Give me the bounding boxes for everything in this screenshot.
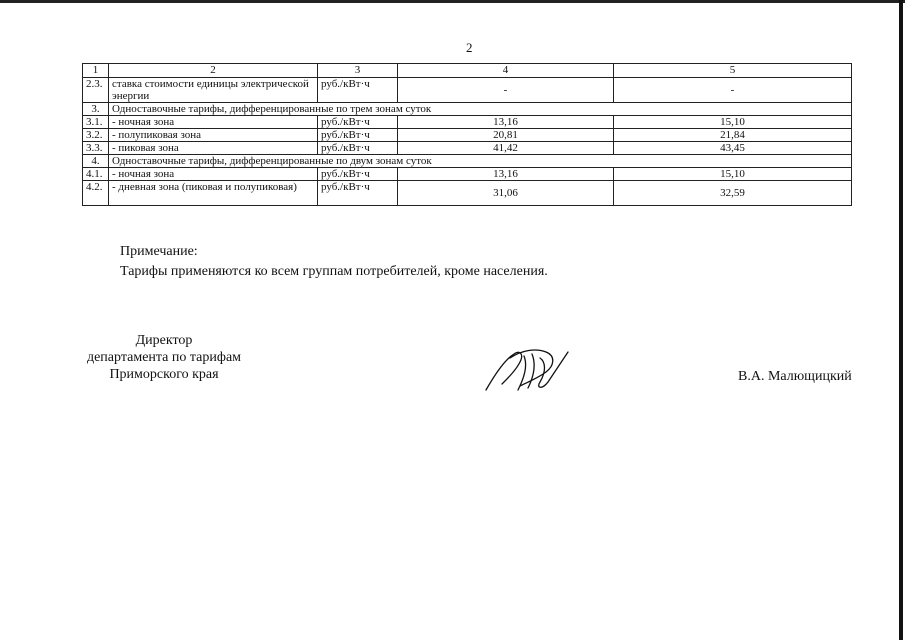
- row-value-col4: 13,16: [398, 168, 614, 181]
- signatory-name: В.А. Малющицкий: [738, 369, 852, 384]
- row-name: - ночная зона: [109, 168, 318, 181]
- table-row: [83, 116, 852, 129]
- signatory-region: Приморского края: [109, 367, 219, 382]
- row-value-col5: 43,45: [614, 142, 852, 155]
- header-cell: 5: [614, 64, 852, 78]
- row-number: 4.: [83, 155, 109, 168]
- row-value-col5: 15,10: [614, 168, 852, 181]
- table-row: [83, 181, 852, 206]
- row-unit: руб./кВт·ч: [318, 78, 398, 103]
- section-row: [83, 155, 852, 168]
- tariff-table: [82, 63, 852, 206]
- row-unit: руб./кВт·ч: [318, 116, 398, 129]
- row-name: - пиковая зона: [109, 142, 318, 155]
- row-value-col4: 13,16: [398, 116, 614, 129]
- page-number: 2: [466, 40, 473, 55]
- signatory-position: Директор: [135, 333, 193, 348]
- section-row: [83, 103, 852, 116]
- row-name: - полупиковая зона: [109, 129, 318, 142]
- header-cell: 3: [318, 64, 398, 78]
- row-value-col5: 15,10: [614, 116, 852, 129]
- row-value-col5: 32,59: [614, 181, 852, 206]
- section-title: Одноставочные тарифы, дифференцированные по двум зонам суток: [109, 155, 852, 168]
- scan-right-edge: [899, 0, 903, 640]
- scan-top-edge: [0, 0, 905, 3]
- row-value-col5: -: [614, 78, 852, 103]
- row-unit: руб./кВт·ч: [318, 129, 398, 142]
- row-unit: руб./кВт·ч: [318, 142, 398, 155]
- row-number: 4.1.: [83, 168, 109, 181]
- table-row: [83, 142, 852, 155]
- row-value-col4: 31,06: [398, 181, 614, 206]
- row-value-col4: 20,81: [398, 129, 614, 142]
- row-value-col5: 21,84: [614, 129, 852, 142]
- header-cell: 1: [83, 64, 109, 78]
- row-name: - ночная зона: [109, 116, 318, 129]
- row-value-col4: -: [398, 78, 614, 103]
- row-name: ставка стоимости единицы электрической энергии: [109, 78, 318, 103]
- row-unit: руб./кВт·ч: [318, 181, 398, 206]
- table-row: [83, 129, 852, 142]
- header-cell: 4: [398, 64, 614, 78]
- handwritten-signature: [480, 346, 575, 396]
- table-header-row: [83, 64, 852, 78]
- section-title: Одноставочные тарифы, дифференцированные по трем зонам суток: [109, 103, 852, 116]
- row-number: 2.3.: [83, 78, 109, 103]
- note-text: Тарифы применяются ко всем группам потребителей, кроме населения.: [120, 264, 548, 279]
- row-number: 3.2.: [83, 129, 109, 142]
- signatory-title: [78, 332, 250, 383]
- row-number: 3.3.: [83, 142, 109, 155]
- row-name: - дневная зона (пиковая и полупиковая): [109, 181, 318, 206]
- note-title: Примечание:: [120, 244, 198, 259]
- row-unit: руб./кВт·ч: [318, 168, 398, 181]
- table-row: [83, 78, 852, 103]
- table-row: [83, 168, 852, 181]
- header-cell: 2: [109, 64, 318, 78]
- row-number: 3.: [83, 103, 109, 116]
- signatory-department: департамента по тарифам: [86, 350, 242, 365]
- row-value-col4: 41,42: [398, 142, 614, 155]
- row-number: 4.2.: [83, 181, 109, 206]
- row-number: 3.1.: [83, 116, 109, 129]
